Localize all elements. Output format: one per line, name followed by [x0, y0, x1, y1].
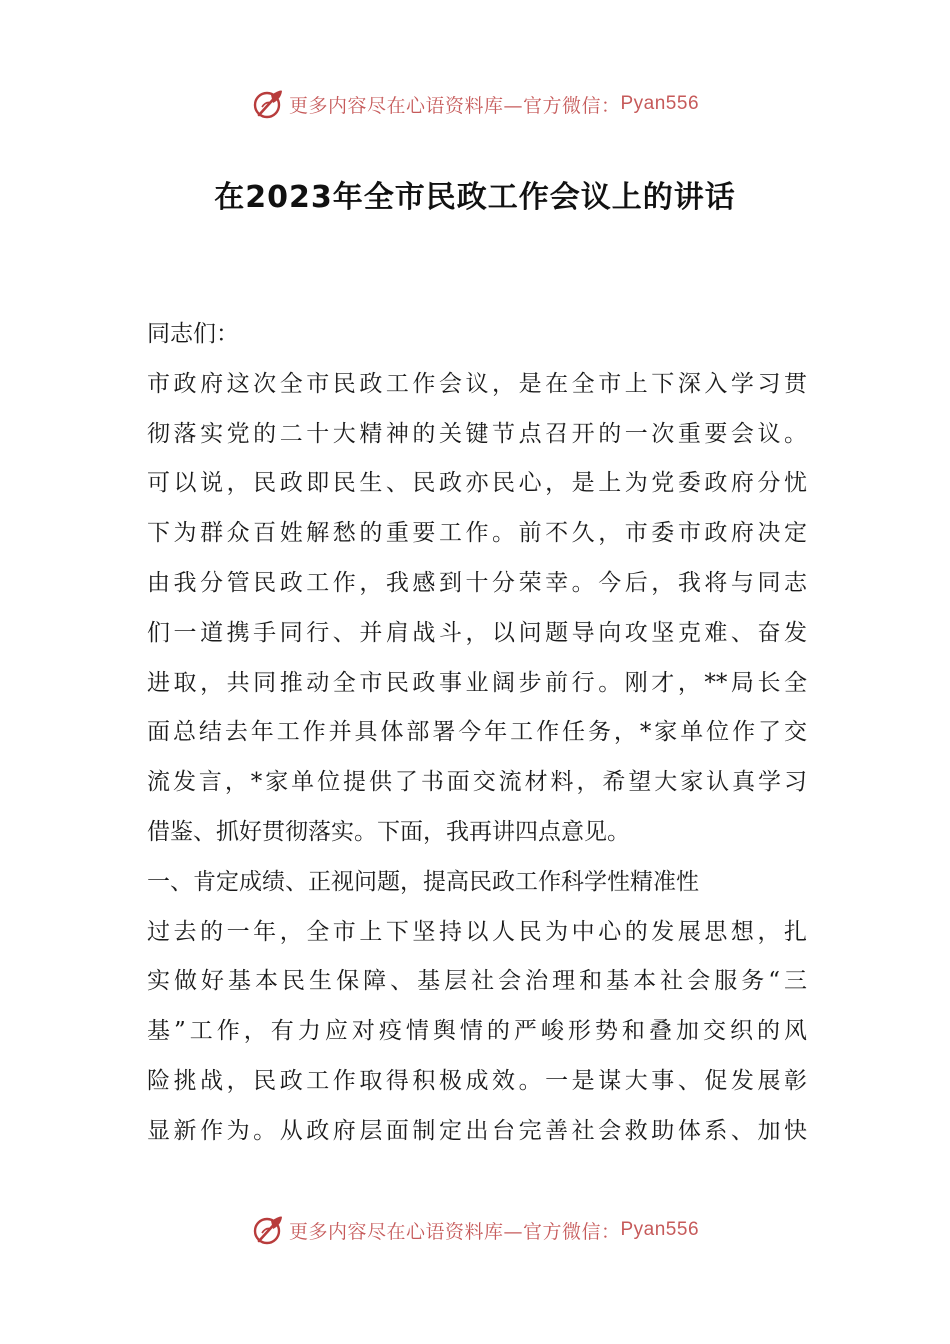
body-line: 下为群众百姓解愁的重要工作。前不久，市委市政府决定 [147, 520, 807, 547]
quill-logo-icon [251, 1213, 285, 1247]
body-line: 基”工作，有力应对疫情舆情的严峻形势和叠加交织的风 [147, 1018, 807, 1045]
watermark-footer [0, 1210, 950, 1250]
body-line: 实做好基本民生保障、基层社会治理和基本社会服务“三 [147, 968, 807, 995]
document-body [147, 310, 807, 1157]
body-line: 显新作为。从政府层面制定出台完善社会救助体系、加快 [147, 1117, 807, 1144]
body-line: 过去的一年，全市上下坚持以人民为中心的发展思想，扎 [147, 918, 807, 945]
body-line: 进取，共同推动全市民政事业阔步前行。刚才，**局长全 [147, 669, 807, 696]
watermark-wechat-id: Pyan556 [620, 1219, 700, 1240]
body-line: 们一道携手同行、并肩战斗，以问题导向攻坚克难、奋发 [147, 619, 807, 646]
body-line: 面总结去年工作并具体部署今年工作任务，*家单位作了交 [147, 719, 807, 746]
body-line: 险挑战，民政工作取得积极成效。一是谋大事、促发展彰 [147, 1067, 807, 1094]
section-heading: 一、肯定成绩、正视问题，提高民政工作科学性精准性 [147, 868, 699, 895]
quill-logo-icon [251, 87, 285, 121]
watermark-header [0, 84, 950, 124]
body-line: 市政府这次全市民政工作会议，是在全市上下深入学习贯 [147, 370, 807, 397]
body-line: 同志们： [147, 321, 239, 347]
body-line: 借鉴、抓好贯彻落实。下面，我再讲四点意见。 [147, 818, 630, 845]
body-line: 由我分管民政工作，我感到十分荣幸。今后，我将与同志 [147, 569, 807, 596]
document-title: 在2023年全市民政工作会议上的讲话 [214, 180, 736, 215]
watermark-wechat-id: Pyan556 [620, 93, 700, 114]
watermark-text: 更多内容尽在心语资料库—官方微信： [288, 1220, 621, 1243]
watermark-text: 更多内容尽在心语资料库—官方微信： [288, 94, 621, 117]
body-line: 可以说，民政即民生、民政亦民心，是上为党委政府分忧 [147, 470, 807, 497]
body-line: 流发言，*家单位提供了书面交流材料，希望大家认真学习 [147, 769, 807, 796]
body-line: 彻落实党的二十大精神的关键节点召开的一次重要会议。 [147, 420, 807, 447]
